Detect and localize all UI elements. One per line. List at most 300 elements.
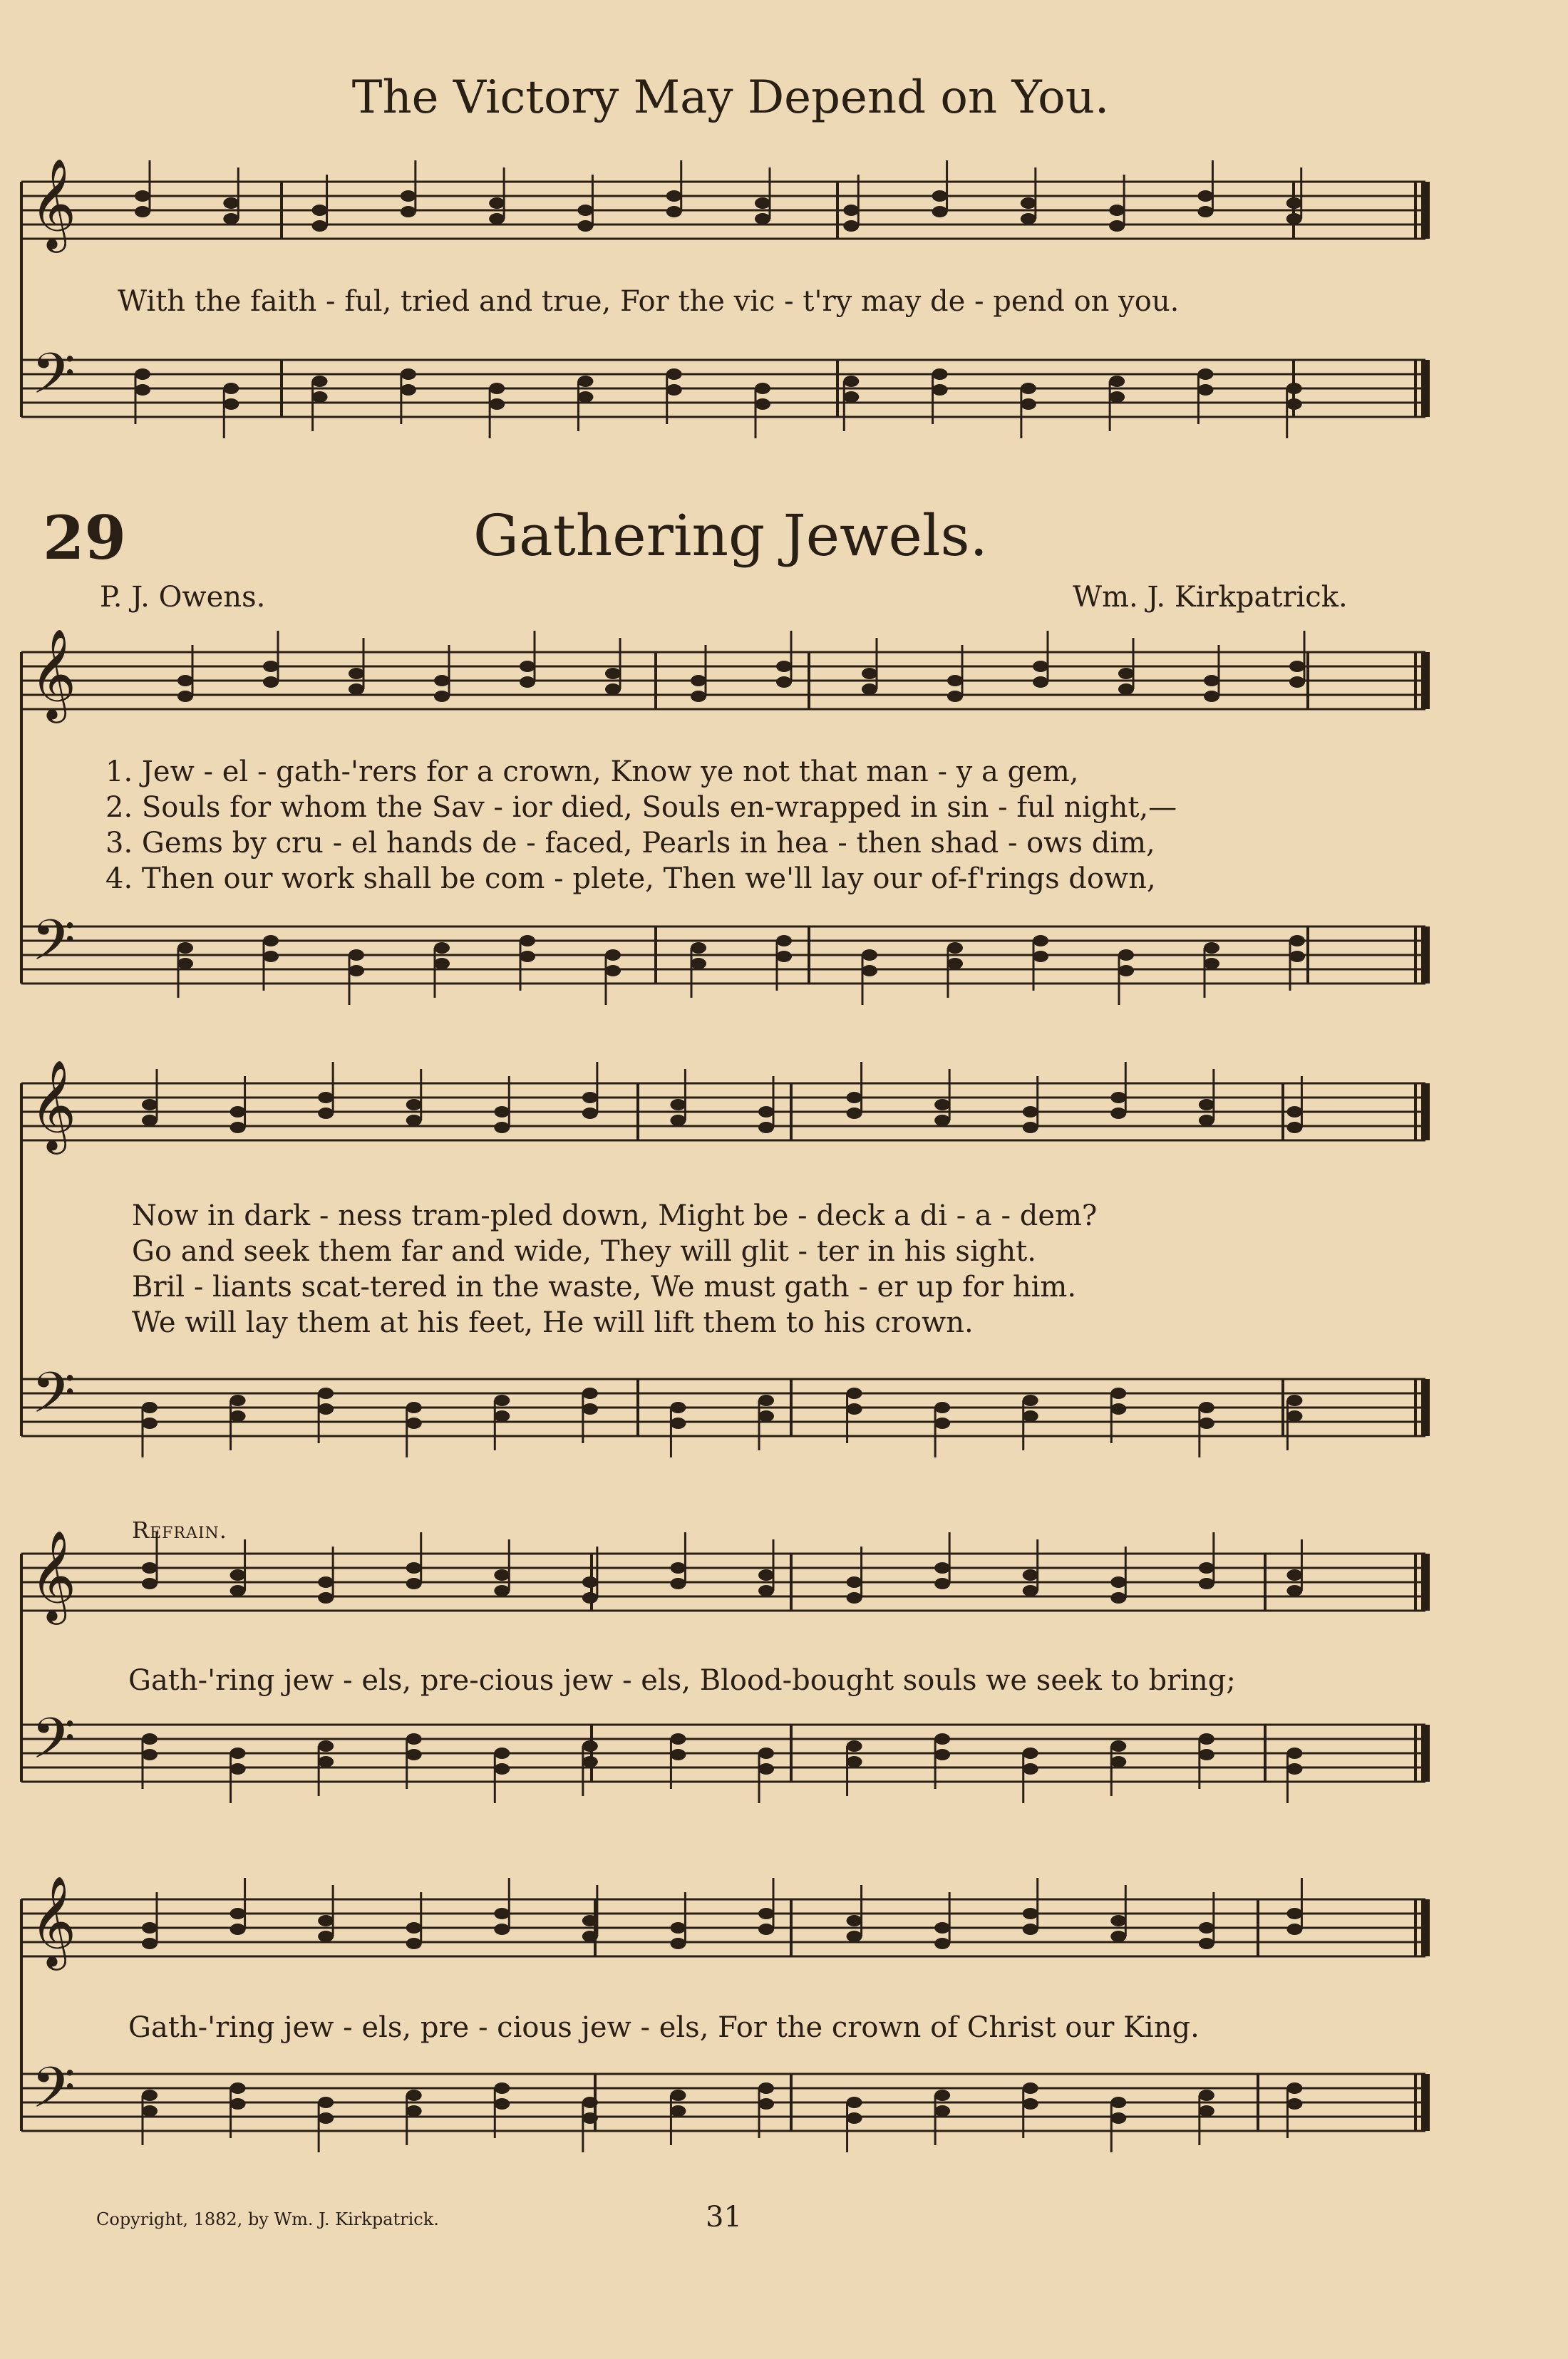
note-head	[1286, 383, 1302, 394]
note-head	[1199, 1922, 1214, 1934]
note-head	[670, 1922, 686, 1934]
top-hymn-title: The Victory May Depend on You.	[351, 71, 1110, 124]
note-head	[934, 1733, 950, 1745]
note-head	[1110, 1592, 1126, 1604]
note-head	[312, 220, 328, 232]
note-head	[932, 384, 948, 396]
note-head	[934, 1099, 950, 1110]
note-head	[582, 1756, 598, 1767]
note-head	[520, 676, 535, 688]
note-head	[847, 2112, 862, 2124]
bass-clef-icon: 𝄢	[31, 1705, 76, 1785]
note-head	[142, 1402, 158, 1413]
note-head	[582, 1915, 598, 1926]
note-head	[605, 949, 621, 961]
note-head	[1023, 1395, 1038, 1406]
note-head	[223, 383, 239, 394]
note-head	[318, 1576, 334, 1588]
note-head	[1021, 197, 1036, 209]
refrain-line-1: Gath-'ring jew - els, pre-cious jew - els, Blood-bought souls we seek to bring;	[128, 1664, 1236, 1697]
note-head	[1286, 1748, 1302, 1759]
note-head	[135, 384, 150, 396]
note-head	[406, 1749, 422, 1760]
note-head	[1289, 661, 1305, 672]
note-head	[520, 951, 535, 962]
note-head	[1286, 398, 1302, 410]
refrain-line-2: Gath-'ring jew - els, pre - cious jew - els, For the crown of Christ our King.	[128, 2011, 1200, 2044]
note-head	[1289, 935, 1305, 946]
note-head	[758, 1748, 774, 1759]
note-head	[691, 958, 706, 969]
treble-clef-icon: 𝄞	[30, 1875, 77, 1966]
note-head	[135, 206, 150, 217]
note-head	[577, 391, 593, 403]
note-head	[670, 1418, 686, 1429]
note-head	[1199, 1418, 1214, 1429]
note-head	[142, 1938, 158, 1949]
note-head	[847, 1915, 862, 1926]
note-head	[1110, 1388, 1126, 1399]
note-head	[1023, 1122, 1038, 1133]
note-head	[758, 1908, 774, 1919]
note-head	[406, 1922, 422, 1934]
note-head	[489, 213, 505, 224]
hymn-author: P. J. Owens.	[100, 581, 266, 614]
note-head	[1286, 197, 1302, 209]
note-head	[847, 1403, 862, 1415]
note-head	[401, 206, 416, 217]
note-head	[263, 676, 279, 688]
note-head	[670, 1733, 686, 1745]
note-head	[318, 1388, 334, 1399]
note-head	[605, 668, 621, 679]
note-head	[401, 368, 416, 380]
bass-clef-icon: 𝄢	[31, 1360, 76, 1440]
note-head	[691, 675, 706, 686]
note-head	[758, 2082, 774, 2094]
note-head	[755, 197, 770, 209]
note-head	[1199, 2090, 1214, 2101]
note-head	[434, 958, 450, 969]
note-head	[1197, 206, 1213, 217]
note-head	[666, 368, 682, 380]
note-head	[494, 2082, 510, 2094]
note-head	[312, 376, 328, 387]
note-head	[1199, 1115, 1214, 1126]
note-head	[582, 2097, 598, 2108]
note-head	[847, 1092, 862, 1103]
note-head	[1110, 1576, 1126, 1588]
note-head	[934, 1115, 950, 1126]
note-head	[494, 1395, 510, 1406]
note-head	[142, 2090, 158, 2101]
note-head	[670, 1099, 686, 1110]
note-head	[1033, 951, 1048, 962]
note-head	[670, 1562, 686, 1574]
note-head	[934, 1922, 950, 1934]
note-head	[670, 2105, 686, 2117]
treble-clef-icon: 𝄞	[30, 1059, 77, 1150]
refrain-label: Refrain.	[132, 1517, 227, 1544]
note-head	[1021, 383, 1036, 394]
note-head	[318, 2112, 334, 2124]
note-head	[666, 190, 682, 202]
note-head	[1286, 1924, 1302, 1935]
note-head	[577, 220, 593, 232]
note-head	[847, 1108, 862, 1119]
note-head	[758, 2098, 774, 2110]
note-head	[1286, 1585, 1302, 1596]
note-head	[934, 1418, 950, 1429]
note-head	[582, 2112, 598, 2124]
note-head	[349, 965, 364, 976]
note-head	[1110, 1915, 1126, 1926]
note-head	[934, 1562, 950, 1574]
note-head	[1199, 1402, 1214, 1413]
note-head	[1118, 683, 1134, 695]
note-head	[223, 197, 239, 209]
note-head	[318, 2097, 334, 2108]
note-head	[755, 213, 770, 224]
hymn-title: Gathering Jewels.	[473, 502, 988, 569]
note-head	[1023, 1924, 1038, 1935]
note-head	[142, 1733, 158, 1745]
note-head	[406, 1115, 422, 1126]
note-head	[934, 1749, 950, 1760]
note-head	[758, 1410, 774, 1422]
note-head	[434, 675, 450, 686]
treble-clef-icon: 𝄞	[30, 628, 77, 719]
note-head	[318, 1931, 334, 1942]
note-head	[843, 391, 859, 403]
note-head	[862, 668, 877, 679]
note-head	[691, 691, 706, 702]
page-number: 31	[706, 2201, 742, 2234]
note-head	[843, 220, 859, 232]
note-head	[1023, 1908, 1038, 1919]
note-head	[666, 384, 682, 396]
note-head	[1197, 190, 1213, 202]
note-head	[776, 935, 792, 946]
note-head	[847, 1931, 862, 1942]
note-head	[847, 1592, 862, 1604]
note-head	[177, 691, 193, 702]
note-head	[670, 1749, 686, 1760]
note-head	[1286, 1410, 1302, 1422]
note-head	[666, 206, 682, 217]
note-head	[776, 661, 792, 672]
note-head	[582, 1403, 598, 1415]
note-head	[230, 1924, 246, 1935]
note-head	[1199, 1733, 1214, 1745]
note-head	[1199, 1578, 1214, 1589]
note-head	[489, 197, 505, 209]
note-head	[934, 2105, 950, 2117]
note-head	[1286, 2082, 1302, 2094]
note-head	[1199, 1099, 1214, 1110]
note-head	[758, 1924, 774, 1935]
note-head	[406, 2105, 422, 2117]
note-head	[1110, 2097, 1126, 2108]
note-head	[1118, 668, 1134, 679]
note-head	[1109, 220, 1125, 232]
note-head	[934, 1578, 950, 1589]
note-head	[494, 1122, 510, 1133]
note-head	[1033, 676, 1048, 688]
note-head	[142, 1418, 158, 1429]
note-head	[582, 1108, 598, 1119]
note-head	[847, 2097, 862, 2108]
verse-3-line-1: 3. Gems by cru - el hands de - faced, Pearls in hea - then shad - ows dim,	[105, 827, 1155, 860]
note-head	[934, 1402, 950, 1413]
note-head	[1023, 2098, 1038, 2110]
note-head	[406, 1402, 422, 1413]
note-head	[1199, 2105, 1214, 2117]
note-head	[401, 384, 416, 396]
note-head	[755, 383, 770, 394]
note-head	[489, 383, 505, 394]
note-head	[1023, 1410, 1038, 1422]
hymn-composer: Wm. J. Kirkpatrick.	[1073, 581, 1348, 614]
note-head	[1199, 1562, 1214, 1574]
note-head	[758, 1585, 774, 1596]
note-head	[312, 391, 328, 403]
note-head	[1118, 949, 1134, 961]
note-head	[230, 2098, 246, 2110]
note-head	[230, 1122, 246, 1133]
note-head	[605, 683, 621, 695]
verse-1-line-1: 1. Jew - el - gath-'rers for a crown, Know ye not that man - y a gem,	[105, 755, 1079, 788]
note-head	[1109, 376, 1125, 387]
note-head	[1110, 1740, 1126, 1752]
note-head	[577, 376, 593, 387]
note-head	[434, 691, 450, 702]
note-head	[947, 958, 963, 969]
note-head	[758, 1395, 774, 1406]
note-head	[1204, 691, 1219, 702]
treble-clef-icon: 𝄞	[30, 1529, 77, 1621]
note-head	[494, 1410, 510, 1422]
note-head	[406, 1938, 422, 1949]
note-head	[142, 1099, 158, 1110]
treble-clef-icon: 𝄞	[30, 158, 77, 249]
note-head	[670, 1938, 686, 1949]
note-head	[1197, 384, 1213, 396]
note-head	[1197, 368, 1213, 380]
note-head	[230, 1569, 246, 1581]
note-head	[406, 1418, 422, 1429]
note-head	[1109, 205, 1125, 216]
note-head	[263, 951, 279, 962]
note-head	[847, 1756, 862, 1767]
note-head	[1204, 675, 1219, 686]
note-head	[862, 949, 877, 961]
note-head	[934, 1938, 950, 1949]
note-head	[758, 1569, 774, 1581]
note-head	[135, 368, 150, 380]
top-hymn-lyric-line: With the faith - ful, tried and true, For the vic - t'ry may de - pend on you.	[118, 285, 1180, 318]
note-head	[494, 1569, 510, 1581]
note-head	[947, 691, 963, 702]
hymn-number: 29	[43, 502, 126, 573]
note-head	[582, 1576, 598, 1588]
note-head	[494, 1763, 510, 1775]
note-head	[177, 958, 193, 969]
bass-clef-icon: 𝄢	[31, 341, 76, 420]
note-head	[1023, 2082, 1038, 2094]
note-head	[582, 1592, 598, 1604]
note-head	[1199, 1749, 1214, 1760]
verse-3-line-2: Bril - liants scat-tered in the waste, We must gath - er up for him.	[132, 1271, 1077, 1304]
note-head	[142, 1562, 158, 1574]
note-head	[1023, 1763, 1038, 1775]
note-head	[1033, 661, 1048, 672]
note-head	[1286, 1395, 1302, 1406]
note-head	[1033, 935, 1048, 946]
note-head	[1021, 213, 1036, 224]
verse-2-line-2: Go and seek them far and wide, They will glit - ter in his sight.	[132, 1235, 1036, 1268]
note-head	[494, 1748, 510, 1759]
note-head	[1110, 1403, 1126, 1415]
note-head	[1110, 1756, 1126, 1767]
note-head	[847, 1740, 862, 1752]
note-head	[223, 398, 239, 410]
note-head	[230, 2082, 246, 2094]
note-head	[318, 1756, 334, 1767]
note-head	[142, 1115, 158, 1126]
note-head	[670, 1402, 686, 1413]
note-head	[1286, 1763, 1302, 1775]
note-head	[349, 668, 364, 679]
note-head	[1286, 2098, 1302, 2110]
note-head	[670, 1115, 686, 1126]
note-head	[776, 676, 792, 688]
note-head	[142, 1749, 158, 1760]
note-head	[862, 965, 877, 976]
note-head	[582, 1388, 598, 1399]
verse-2-line-1: 2. Souls for whom the Sav - ior died, Souls en-wrapped in sin - ful night,—	[105, 791, 1177, 824]
note-head	[1109, 391, 1125, 403]
note-head	[847, 1388, 862, 1399]
note-head	[177, 942, 193, 954]
note-head	[230, 1908, 246, 1919]
note-head	[1110, 1092, 1126, 1103]
note-head	[230, 1748, 246, 1759]
verse-4-line-2: We will lay them at his feet, He will lift them to his crown.	[132, 1306, 974, 1339]
note-head	[934, 2090, 950, 2101]
note-head	[494, 1585, 510, 1596]
note-head	[349, 949, 364, 961]
note-head	[932, 206, 948, 217]
note-head	[434, 942, 450, 954]
note-head	[142, 2105, 158, 2117]
note-head	[582, 1740, 598, 1752]
note-head	[1110, 1108, 1126, 1119]
note-head	[1021, 398, 1036, 410]
note-head	[230, 1763, 246, 1775]
note-head	[406, 2090, 422, 2101]
note-head	[1286, 1122, 1302, 1133]
note-head	[312, 205, 328, 216]
note-head	[494, 1106, 510, 1117]
note-head	[1204, 942, 1219, 954]
note-head	[142, 1922, 158, 1934]
note-head	[1023, 1569, 1038, 1581]
copyright-notice: Copyright, 1882, by Wm. J. Kirkpatrick.	[96, 2209, 439, 2229]
note-head	[758, 1763, 774, 1775]
note-head	[135, 190, 150, 202]
note-head	[582, 1092, 598, 1103]
note-head	[520, 935, 535, 946]
note-head	[142, 1578, 158, 1589]
note-head	[758, 1106, 774, 1117]
note-head	[1023, 1585, 1038, 1596]
note-head	[318, 1740, 334, 1752]
note-head	[670, 1578, 686, 1589]
note-head	[1023, 1748, 1038, 1759]
note-head	[605, 965, 621, 976]
note-head	[494, 1908, 510, 1919]
verse-1-line-2: Now in dark - ness tram-pled down, Might be - deck a di - a - dem?	[132, 1199, 1098, 1232]
note-head	[776, 951, 792, 962]
note-head	[263, 935, 279, 946]
note-head	[401, 190, 416, 202]
note-head	[318, 1403, 334, 1415]
note-head	[318, 1915, 334, 1926]
note-head	[494, 2098, 510, 2110]
bass-clef-icon: 𝄢	[31, 907, 76, 987]
note-head	[520, 661, 535, 672]
note-head	[406, 1733, 422, 1745]
note-head	[1118, 965, 1134, 976]
note-head	[1289, 676, 1305, 688]
note-head	[862, 683, 877, 695]
note-head	[1289, 951, 1305, 962]
note-head	[670, 2090, 686, 2101]
note-head	[406, 1099, 422, 1110]
note-head	[758, 1122, 774, 1133]
note-head	[1286, 1908, 1302, 1919]
note-head	[263, 661, 279, 672]
note-head	[932, 368, 948, 380]
note-head	[230, 1410, 246, 1422]
note-head	[494, 1924, 510, 1935]
note-head	[230, 1585, 246, 1596]
note-head	[1286, 1569, 1302, 1581]
note-head	[223, 213, 239, 224]
note-head	[489, 398, 505, 410]
note-head	[947, 675, 963, 686]
bass-clef-icon: 𝄢	[31, 2055, 76, 2135]
note-head	[349, 683, 364, 695]
note-head	[230, 1395, 246, 1406]
note-head	[1199, 1938, 1214, 1949]
note-head	[177, 675, 193, 686]
note-head	[318, 1592, 334, 1604]
note-head	[843, 376, 859, 387]
note-head	[406, 1562, 422, 1574]
note-head	[577, 205, 593, 216]
note-head	[691, 942, 706, 954]
note-head	[1110, 2112, 1126, 2124]
note-head	[1023, 1106, 1038, 1117]
note-head	[1286, 213, 1302, 224]
note-head	[843, 205, 859, 216]
note-head	[230, 1106, 246, 1117]
note-head	[1286, 1106, 1302, 1117]
note-head	[847, 1576, 862, 1588]
note-head	[318, 1108, 334, 1119]
